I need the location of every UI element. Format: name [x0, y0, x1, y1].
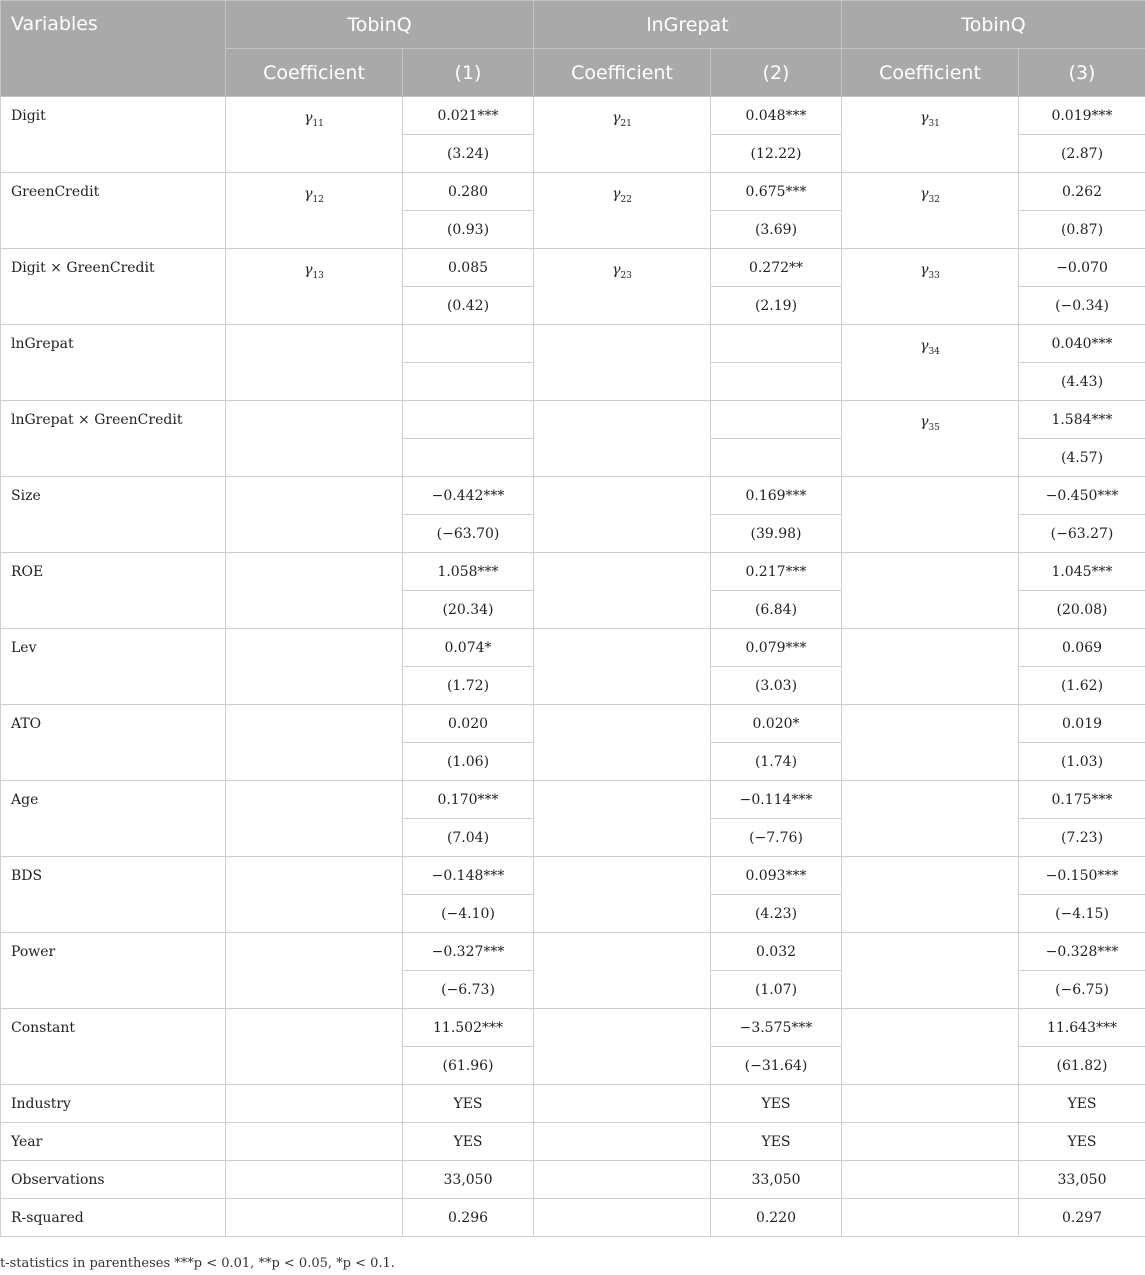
estimate-value: 0.085 [403, 249, 534, 287]
group-header-tobinq-1: TobinQ [226, 1, 534, 49]
coefficient-symbol [842, 477, 1019, 553]
t-statistic-value: (3.03) [711, 667, 842, 705]
summary-value: 33,050 [403, 1161, 534, 1199]
t-statistic-value: (2.19) [711, 287, 842, 325]
summary-spacer [226, 1161, 403, 1199]
summary-spacer [842, 1123, 1019, 1161]
estimate-value: −0.148*** [403, 857, 534, 895]
table-row [1, 401, 1145, 439]
coefficient-symbol [534, 933, 711, 1009]
gamma-subscript: 23 [620, 270, 632, 281]
estimate-value: 11.502*** [403, 1009, 534, 1047]
gamma-symbol: γ [612, 186, 621, 202]
table-header [1, 1, 1145, 97]
t-statistic-value: (3.24) [403, 135, 534, 173]
summary-spacer [226, 1199, 403, 1237]
t-statistic-value: (6.84) [711, 591, 842, 629]
estimate-value [403, 325, 534, 363]
variable-name: ROE [1, 553, 226, 629]
t-statistic-value [403, 363, 534, 401]
table-row [1, 97, 1145, 135]
variable-name: Age [1, 781, 226, 857]
variable-name: BDS [1, 857, 226, 933]
coefficient-symbol [842, 553, 1019, 629]
gamma-subscript: 12 [312, 194, 324, 205]
coefficient-symbol [842, 705, 1019, 781]
estimate-value: −3.575*** [711, 1009, 842, 1047]
table-row [1, 477, 1145, 515]
t-statistic-value: (−63.27) [1019, 515, 1145, 553]
table-row [1, 705, 1145, 743]
coefficient-symbol [226, 325, 403, 401]
summary-row [1, 1161, 1145, 1199]
coefficient-symbol [226, 173, 403, 249]
summary-spacer [842, 1161, 1019, 1199]
gamma-subscript: 22 [620, 194, 632, 205]
t-statistic-value: (1.72) [403, 667, 534, 705]
t-statistic-value: (4.43) [1019, 363, 1145, 401]
gamma-subscript: 13 [312, 270, 324, 281]
summary-spacer [226, 1085, 403, 1123]
coefficient-symbol [226, 705, 403, 781]
summary-value: 0.220 [711, 1199, 842, 1237]
table-row [1, 629, 1145, 667]
estimate-value: 0.040*** [1019, 325, 1145, 363]
variable-name: lnGrepat [1, 325, 226, 401]
coefficient-symbol [534, 629, 711, 705]
model-header-2: (2) [711, 49, 842, 97]
table-row [1, 857, 1145, 895]
t-statistic-value: (4.23) [711, 895, 842, 933]
gamma-symbol: γ [920, 414, 929, 430]
summary-row [1, 1123, 1145, 1161]
estimate-value: 0.169*** [711, 477, 842, 515]
t-statistic-value: (39.98) [711, 515, 842, 553]
estimate-value: −0.450*** [1019, 477, 1145, 515]
gamma-symbol: γ [304, 262, 313, 278]
gamma-symbol: γ [920, 262, 929, 278]
estimate-value: 0.170*** [403, 781, 534, 819]
estimate-value: 0.074* [403, 629, 534, 667]
variable-name: Power [1, 933, 226, 1009]
table-row [1, 781, 1145, 819]
t-statistic-value: (−0.34) [1019, 287, 1145, 325]
coefficient-symbol [226, 1009, 403, 1085]
coefficient-symbol [534, 97, 711, 173]
model-header-3: (3) [1019, 49, 1145, 97]
coefficient-symbol [534, 705, 711, 781]
estimate-value [711, 325, 842, 363]
t-statistic-value: (7.04) [403, 819, 534, 857]
t-statistic-value: (7.23) [1019, 819, 1145, 857]
estimate-value: −0.328*** [1019, 933, 1145, 971]
gamma-subscript: 31 [928, 118, 940, 129]
t-statistic-value: (20.34) [403, 591, 534, 629]
variable-name: ATO [1, 705, 226, 781]
gamma-symbol: γ [920, 110, 929, 126]
gamma-symbol: γ [920, 186, 929, 202]
coefficient-symbol [842, 325, 1019, 401]
coefficient-symbol [534, 553, 711, 629]
estimate-value: 0.280 [403, 173, 534, 211]
t-statistic-value: (4.57) [1019, 439, 1145, 477]
t-statistic-value [403, 439, 534, 477]
coefficient-symbol [842, 857, 1019, 933]
t-statistic-value: (12.22) [711, 135, 842, 173]
coefficient-symbol [226, 477, 403, 553]
summary-spacer [534, 1161, 711, 1199]
estimate-value: 0.020* [711, 705, 842, 743]
estimate-value: 0.675*** [711, 173, 842, 211]
t-statistic-value: (3.69) [711, 211, 842, 249]
coefficient-symbol [534, 477, 711, 553]
t-statistic-value: (61.96) [403, 1047, 534, 1085]
estimate-value: 0.093*** [711, 857, 842, 895]
t-statistic-value: (−4.15) [1019, 895, 1145, 933]
gamma-subscript: 33 [928, 270, 940, 281]
coefficient-symbol [226, 781, 403, 857]
coefficient-symbol [226, 857, 403, 933]
coefficient-symbol [842, 401, 1019, 477]
table-row [1, 325, 1145, 363]
variable-name: Digit × GreenCredit [1, 249, 226, 325]
t-statistic-value: (1.74) [711, 743, 842, 781]
t-statistic-value: (1.07) [711, 971, 842, 1009]
estimate-value: 0.048*** [711, 97, 842, 135]
t-statistic-value: (−63.70) [403, 515, 534, 553]
estimate-value: −0.442*** [403, 477, 534, 515]
coefficient-symbol [842, 173, 1019, 249]
summary-value: YES [711, 1085, 842, 1123]
gamma-subscript: 32 [928, 194, 940, 205]
gamma-symbol: γ [612, 110, 621, 126]
summary-name: R-squared [1, 1199, 226, 1237]
coefficient-symbol [842, 249, 1019, 325]
gamma-symbol: γ [612, 262, 621, 278]
gamma-symbol: γ [304, 110, 313, 126]
table-body [1, 97, 1145, 1237]
t-statistic-value: (20.08) [1019, 591, 1145, 629]
t-statistic-value: (1.62) [1019, 667, 1145, 705]
variable-name: GreenCredit [1, 173, 226, 249]
summary-value: 0.296 [403, 1199, 534, 1237]
estimate-value: 0.019*** [1019, 97, 1145, 135]
gamma-symbol: γ [304, 186, 313, 202]
gamma-subscript: 34 [928, 346, 940, 357]
gamma-subscript: 35 [928, 422, 940, 433]
t-statistic-value: (0.42) [403, 287, 534, 325]
summary-value: YES [1019, 1085, 1145, 1123]
estimate-value: 0.069 [1019, 629, 1145, 667]
estimate-value: −0.070 [1019, 249, 1145, 287]
estimate-value: −0.114*** [711, 781, 842, 819]
coefficient-symbol [534, 401, 711, 477]
coefficient-symbol [226, 933, 403, 1009]
coefficient-header-2: Coefficient [534, 49, 711, 97]
gamma-symbol: γ [920, 338, 929, 354]
coefficient-symbol [226, 401, 403, 477]
group-header-tobinq-3: TobinQ [842, 1, 1145, 49]
table-footnote: t-statistics in parentheses ***p < 0.01, **p < 0.05, *p < 0.1. [0, 1256, 395, 1271]
summary-name: Year [1, 1123, 226, 1161]
estimate-value: −0.327*** [403, 933, 534, 971]
coefficient-symbol [534, 781, 711, 857]
coefficient-header-3: Coefficient [842, 49, 1019, 97]
coefficient-symbol [226, 553, 403, 629]
variable-name: Lev [1, 629, 226, 705]
t-statistic-value [711, 363, 842, 401]
t-statistic-value [711, 439, 842, 477]
summary-spacer [842, 1085, 1019, 1123]
estimate-value: 1.058*** [403, 553, 534, 591]
table-row [1, 1009, 1145, 1047]
summary-value: 0.297 [1019, 1199, 1145, 1237]
estimate-value [403, 401, 534, 439]
estimate-value: 0.079*** [711, 629, 842, 667]
t-statistic-value: (2.87) [1019, 135, 1145, 173]
summary-value: YES [403, 1085, 534, 1123]
summary-name: Observations [1, 1161, 226, 1199]
table-row [1, 249, 1145, 287]
coefficient-symbol [534, 173, 711, 249]
table-row [1, 553, 1145, 591]
variable-name: Constant [1, 1009, 226, 1085]
coefficient-symbol [842, 781, 1019, 857]
coefficient-symbol [534, 857, 711, 933]
variable-name: Digit [1, 97, 226, 173]
summary-value: YES [711, 1123, 842, 1161]
summary-value: YES [403, 1123, 534, 1161]
summary-spacer [534, 1199, 711, 1237]
variables-header: Variables [1, 1, 226, 97]
table-row [1, 173, 1145, 211]
estimate-value [711, 401, 842, 439]
summary-value: 33,050 [711, 1161, 842, 1199]
t-statistic-value: (0.87) [1019, 211, 1145, 249]
coefficient-symbol [842, 97, 1019, 173]
summary-value: 33,050 [1019, 1161, 1145, 1199]
estimate-value: 0.021*** [403, 97, 534, 135]
variable-name: Size [1, 477, 226, 553]
coefficient-symbol [842, 629, 1019, 705]
t-statistic-value: (−6.75) [1019, 971, 1145, 1009]
coefficient-symbol [226, 629, 403, 705]
group-header-lngrepat: lnGrepat [534, 1, 842, 49]
summary-name: Industry [1, 1085, 226, 1123]
gamma-subscript: 21 [620, 118, 632, 129]
variable-name: lnGrepat × GreenCredit [1, 401, 226, 477]
model-header-1: (1) [403, 49, 534, 97]
t-statistic-value: (−31.64) [711, 1047, 842, 1085]
coefficient-symbol [534, 249, 711, 325]
summary-spacer [534, 1123, 711, 1161]
t-statistic-value: (0.93) [403, 211, 534, 249]
summary-value: YES [1019, 1123, 1145, 1161]
t-statistic-value: (−7.76) [711, 819, 842, 857]
estimate-value: 11.643*** [1019, 1009, 1145, 1047]
t-statistic-value: (61.82) [1019, 1047, 1145, 1085]
t-statistic-value: (−4.10) [403, 895, 534, 933]
summary-spacer [226, 1123, 403, 1161]
summary-spacer [534, 1085, 711, 1123]
summary-row [1, 1199, 1145, 1237]
gamma-subscript: 11 [312, 118, 324, 129]
estimate-value: 0.175*** [1019, 781, 1145, 819]
summary-row [1, 1085, 1145, 1123]
estimate-value: 0.032 [711, 933, 842, 971]
summary-spacer [842, 1199, 1019, 1237]
coefficient-symbol [226, 97, 403, 173]
estimate-value: 0.020 [403, 705, 534, 743]
estimate-value: −0.150*** [1019, 857, 1145, 895]
estimate-value: 1.584*** [1019, 401, 1145, 439]
coefficient-header-1: Coefficient [226, 49, 403, 97]
t-statistic-value: (−6.73) [403, 971, 534, 1009]
t-statistic-value: (1.06) [403, 743, 534, 781]
coefficient-symbol [226, 249, 403, 325]
t-statistic-value: (1.03) [1019, 743, 1145, 781]
estimate-value: 0.217*** [711, 553, 842, 591]
estimate-value: 1.045*** [1019, 553, 1145, 591]
coefficient-symbol [534, 1009, 711, 1085]
estimate-value: 0.019 [1019, 705, 1145, 743]
coefficient-symbol [842, 933, 1019, 1009]
estimate-value: 0.262 [1019, 173, 1145, 211]
coefficient-symbol [842, 1009, 1019, 1085]
estimate-value: 0.272** [711, 249, 842, 287]
coefficient-symbol [534, 325, 711, 401]
table-row [1, 933, 1145, 971]
